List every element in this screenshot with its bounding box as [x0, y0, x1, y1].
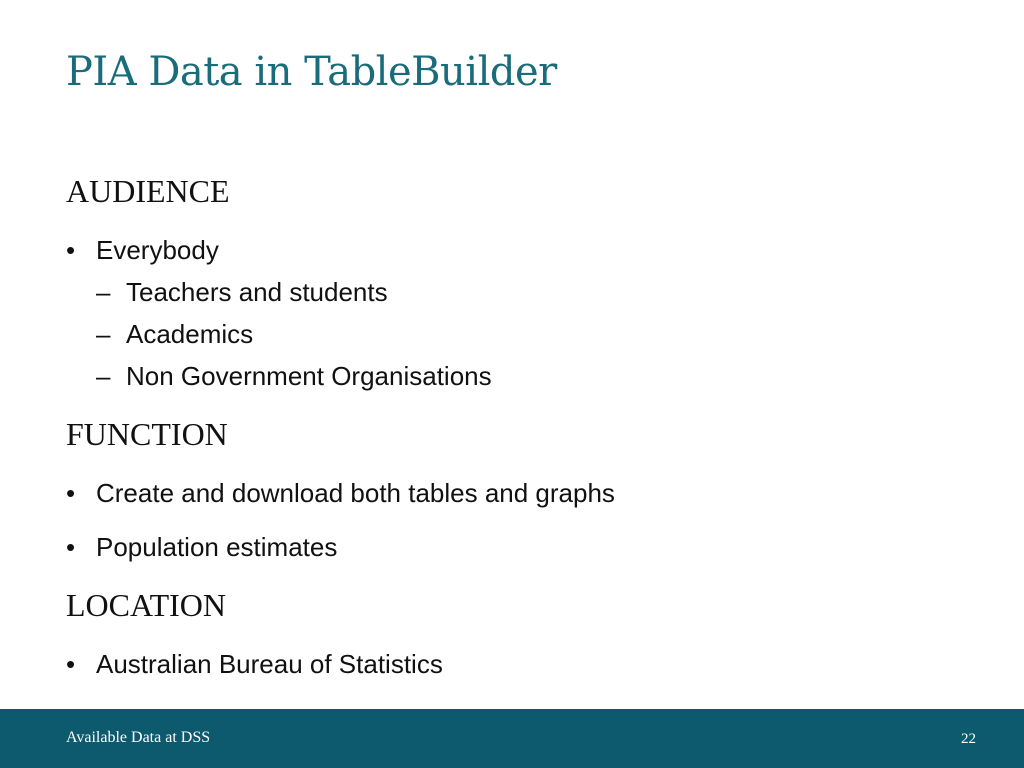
slide-title: PIA Data in TableBuilder: [66, 49, 557, 95]
bullet-create-download: [66, 477, 615, 509]
section-heading-function: FUNCTION: [66, 416, 228, 452]
sub-bullet-academics: [96, 318, 253, 350]
sub-bullet-text: Academics: [126, 319, 254, 349]
bullet-marker: •: [66, 649, 76, 679]
bullet-text: Everybody: [96, 235, 219, 265]
dash-marker: –: [96, 319, 111, 349]
sub-bullet-teachers-students: [96, 276, 388, 308]
bullet-marker: •: [66, 532, 76, 562]
bullet-abs: [66, 648, 443, 680]
dash-marker: –: [96, 277, 111, 307]
bullet-marker: •: [66, 478, 76, 508]
sub-bullet-text: Teachers and students: [126, 277, 388, 307]
dash-marker: –: [96, 361, 111, 391]
footer-bar: [0, 709, 1024, 768]
section-heading-location: LOCATION: [66, 587, 226, 623]
section-heading-audience: AUDIENCE: [66, 173, 230, 209]
bullet-text: Population estimates: [96, 532, 338, 562]
sub-bullet-text: Non Government Organisations: [126, 361, 492, 391]
sub-bullet-ngo: [96, 360, 492, 392]
bullet-marker: •: [66, 235, 76, 265]
bullet-everybody: [66, 234, 219, 266]
page-number: 22: [961, 731, 976, 747]
bullet-population-estimates: [66, 531, 337, 563]
bullet-text: Create and download both tables and graphs: [96, 478, 615, 508]
footer-text: Available Data at DSS: [66, 729, 211, 746]
bullet-text: Australian Bureau of Statistics: [96, 649, 443, 679]
